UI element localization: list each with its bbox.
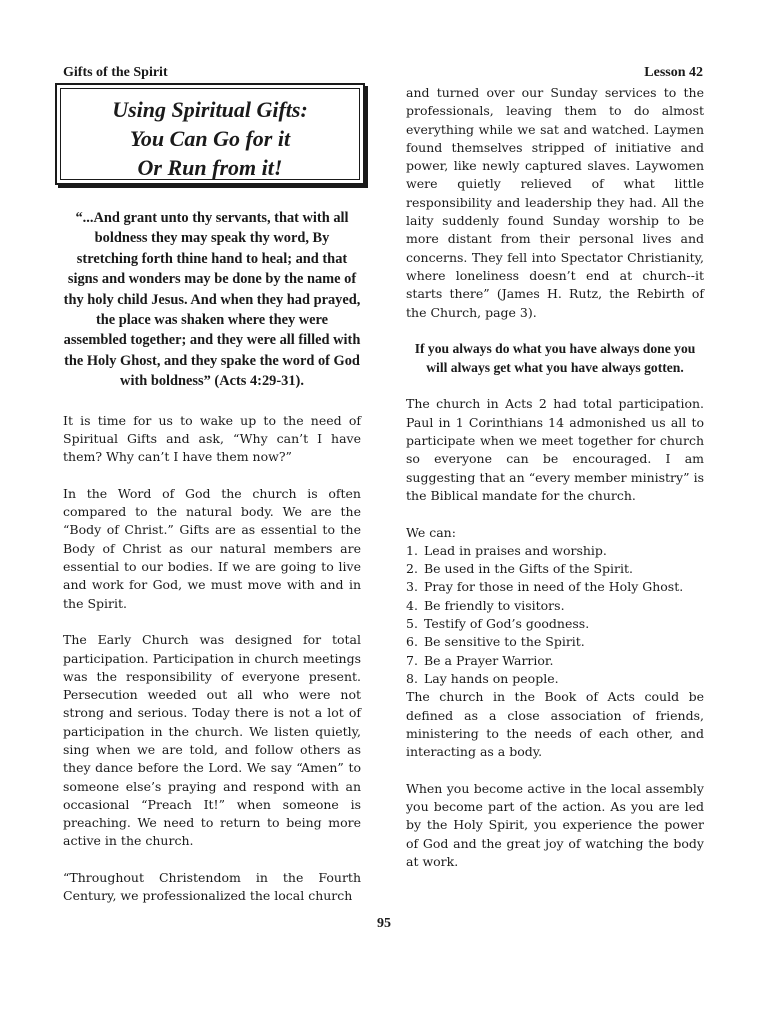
list-item — [406, 542, 704, 560]
running-header-title: Gifts of the Spirit — [63, 65, 168, 80]
list-item-text: Testify of God’s goodness. — [424, 616, 590, 632]
list-item-text: Be used in the Gifts of the Spirit. — [424, 561, 633, 577]
paragraph-early-church: The Early Church was designed for total participation. Participation in church meetings was the responsibility of everyone present. Persecution weeded out all who were not strong and serious. Today there is not a lot of participation in the church. We listen quietly, sing when we are told, and follow others as they dance before the Lord. We say “Amen” to someone else’s praying and respond with an occasional “Preach It!” when someone is preaching. We need to return to being more active in the church. — [63, 632, 361, 849]
title-line-2: You Can Go for it — [129, 126, 291, 151]
list-item-number: 1. — [406, 542, 418, 558]
list-item — [406, 633, 704, 651]
list-item-text: Be sensitive to the Spirit. — [424, 634, 585, 650]
list-item-number: 3. — [406, 579, 418, 595]
paragraph-body-of-christ: In the Word of God the church is often compared to the natural body. We are the “Body of Christ.” Gifts are as essential to the Body of Christ as our natural members are essential to our bodies. If we are going to live and work for God, we must move with and in the Spirit. — [63, 485, 361, 611]
title-line-1: Using Spiritual Gifts: — [112, 97, 308, 122]
list-intro: We can: — [406, 524, 456, 540]
ministry-list — [406, 542, 704, 688]
list-item — [406, 560, 704, 578]
list-item-number: 5. — [406, 616, 418, 632]
list-item — [406, 597, 704, 615]
paragraph-christendom-start: “Throughout Christendom in the Fourth Century, we professionalized the local church — [63, 870, 361, 904]
list-item-number: 8. — [406, 670, 418, 686]
paragraph-acts-definition: The church in the Book of Acts could be defined as a close association of friends, ministering to the needs of each other, and interacting as a body. — [406, 689, 704, 760]
list-item — [406, 615, 704, 633]
page-number: 95 — [377, 916, 391, 931]
list-item-number: 7. — [406, 652, 418, 668]
list-item-number: 4. — [406, 597, 418, 613]
title-line-3: Or Run from it! — [137, 155, 283, 180]
list-item-number: 6. — [406, 634, 418, 650]
paragraph-wake-up: It is time for us to wake up to the need of Spiritual Gifts and ask, “Why can’t I have them? Why can’t I have them now?” — [63, 412, 361, 465]
running-header-lesson: Lesson 42 — [644, 65, 703, 80]
list-item-text: Pray for those in need of the Holy Ghost. — [424, 579, 684, 595]
left-column — [63, 208, 361, 906]
list-item-number: 2. — [406, 561, 418, 577]
list-item — [406, 578, 704, 596]
emphasis-statement: If you always do what you have always done you will always get what you have always gotten. — [414, 341, 696, 375]
scripture-quote: “...And grant unto thy servants, that with all boldness they may speak thy word, By stretching forth thine hand to heal; and that signs and wonders may be done by the name of thy holy child Jesus. And when they had prayed, the place was shaken where they were assembled together; and they were all filled with the Holy Ghost, and they spake the word of God with boldness” (Acts 4:29-31). — [63, 210, 361, 390]
list-item — [406, 652, 704, 670]
paragraph-christendom-continued: and turned over our Sunday services to the professionals, leaving them to do almost everything while we sat and watched. Laymen found themselves stripped of initiative and power, like newly captured slaves. Laywomen were quietly relieved of what little responsibility and leadership they had. All the laity suddenly found Sunday worship to be more distant from their personal lives and concerns. They fell into Spectator Christianity, where loneliness doesn’t end at church--it starts there” (James H. Rutz, the Rebirth of the Church, page 3). — [406, 85, 704, 320]
list-item-text: Be a Prayer Warrior. — [424, 652, 554, 668]
title-box-inner-border — [60, 88, 360, 180]
list-item-text: Lead in praises and worship. — [424, 542, 607, 558]
paragraph-closing: When you become active in the local assembly you become part of the action. As you are led by the Holy Spirit, you experience the power of God and the great joy of watching the body at work. — [406, 780, 704, 869]
list-item — [406, 670, 704, 688]
title-box — [55, 83, 365, 185]
list-item-text: Lay hands on people. — [424, 670, 559, 686]
paragraph-total-participation: The church in Acts 2 had total participation. Paul in 1 Corinthians 14 admonished us all to participate when we meet together for church so everyone can be encouraged. I am suggesting that an “every member ministry” is the Biblical mandate for the church. — [406, 396, 704, 503]
list-item-text: Be friendly to visitors. — [424, 597, 565, 613]
right-column — [406, 84, 704, 871]
